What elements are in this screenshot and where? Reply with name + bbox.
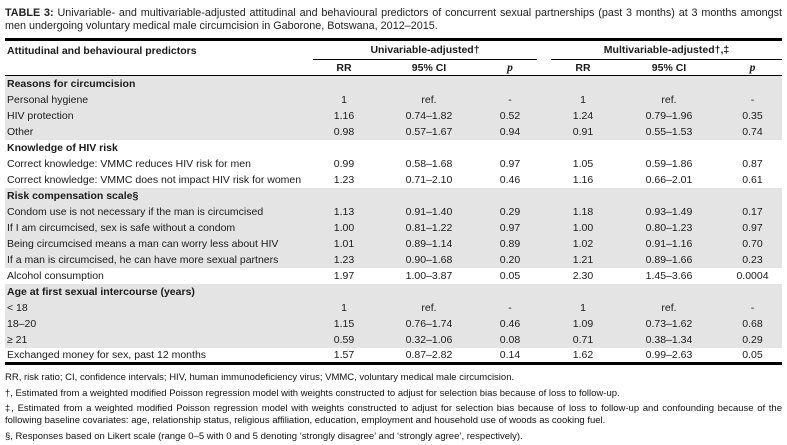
value-cell: 1.01 <box>313 236 375 252</box>
table-row <box>5 252 782 268</box>
value-cell: 1.18 <box>551 204 615 220</box>
group-header-row <box>5 40 782 60</box>
value-cell: 0.14 <box>499 348 521 361</box>
table-row <box>5 172 782 188</box>
column-group-spacer-cell <box>537 220 551 236</box>
value-cell: 0.32–1.06 <box>375 332 483 348</box>
value-cell: 1 <box>551 300 615 316</box>
table-row <box>5 236 782 252</box>
value-cell: 0.55–1.53 <box>615 124 723 140</box>
value-cell: 0.87–2.82 <box>405 348 453 361</box>
predictor-label: Correct knowledge: VMMC does not impact HIV risk for women <box>7 173 302 186</box>
value-cell: 0.29 <box>723 332 782 348</box>
value-cell: - <box>483 92 537 108</box>
footnotes <box>5 372 782 443</box>
value-cell: 0.38–1.34 <box>615 332 723 348</box>
value-cell: 0.17 <box>723 204 782 220</box>
column-group-spacer-cell <box>537 124 551 140</box>
p-header-univariable: p <box>507 61 513 74</box>
value-cell: 0.08 <box>483 332 537 348</box>
value-cell: ref. <box>375 92 483 108</box>
results-table <box>5 38 782 365</box>
table-row <box>5 92 782 108</box>
value-cell: 0.81–1.22 <box>375 220 483 236</box>
section-header-row <box>5 284 782 300</box>
column-group-spacer-cell <box>537 348 551 364</box>
value-cell: 1.16 <box>572 173 594 186</box>
value-cell: 0.97 <box>483 220 537 236</box>
column-group-spacer-cell <box>537 316 551 332</box>
value-cell: 0.74–1.82 <box>375 108 483 124</box>
value-cell: 1.00–3.87 <box>405 269 453 282</box>
value-cell: 0.87 <box>742 157 763 170</box>
predictor-label: < 18 <box>5 300 313 316</box>
predictor-label: If a man is circumcised, he can have more sexual partners <box>5 252 313 268</box>
table-row <box>5 332 782 348</box>
column-group-spacer-cell <box>537 156 551 172</box>
value-cell: 1.62 <box>572 348 594 361</box>
value-cell: ref. <box>615 92 723 108</box>
predictor-label: Exchanged money for sex, past 12 months <box>7 348 207 361</box>
column-group-spacer-cell <box>537 92 551 108</box>
value-cell: 0.90–1.68 <box>375 252 483 268</box>
value-cell: 1.24 <box>551 108 615 124</box>
table-caption <box>5 7 782 33</box>
value-cell: 0.23 <box>723 252 782 268</box>
ci-header-univariable: 95% CI <box>411 61 447 74</box>
predictor-label: Other <box>5 124 313 140</box>
value-cell: - <box>483 300 537 316</box>
predictor-label: Condom use is not necessary if the man is circumcised <box>5 204 313 220</box>
section-title: Knowledge of HIV risk <box>7 141 118 154</box>
value-cell: 1 <box>313 92 375 108</box>
footnote: ‡, Estimated from a weighted modified Poisson regression model with weights constructed to adjust for selection bias because of loss to follow-up and confounding because of the following baseline covariates: age, relationship status, religious affiliation, education, employment and household use of woods as cooking fuel. <box>5 403 782 426</box>
value-cell: 0.35 <box>723 108 782 124</box>
univariable-group-header: Univariable-adjusted† <box>313 40 537 60</box>
value-cell: 1.23 <box>313 252 375 268</box>
value-cell: - <box>723 92 782 108</box>
predictor-label: Correct knowledge: VMMC reduces HIV risk for men <box>7 157 251 170</box>
footnote: †, Estimated from a weighted modified Poisson regression model with weights constructed to adjust for selection bias because of loss to follow-up. <box>5 387 620 399</box>
value-cell: 0.93–1.49 <box>615 204 723 220</box>
table-row <box>5 300 782 316</box>
section-header-row <box>5 76 782 92</box>
value-cell: 0.99–2.63 <box>645 348 693 361</box>
value-cell: 0.66–2.01 <box>645 173 693 186</box>
value-cell: 0.29 <box>483 204 537 220</box>
value-cell: 0.89–1.66 <box>615 252 723 268</box>
value-cell: ref. <box>375 300 483 316</box>
value-cell: 1.45–3.66 <box>645 269 693 282</box>
table-row <box>5 124 782 140</box>
predictors-column-header: Attitudinal and behavioural predictors <box>7 45 197 57</box>
value-cell: 2.30 <box>572 269 594 282</box>
value-cell: 0.98 <box>313 124 375 140</box>
value-cell: 1 <box>551 92 615 108</box>
value-cell: 0.71 <box>551 332 615 348</box>
value-cell: 0.20 <box>483 252 537 268</box>
value-cell: 1.15 <box>313 316 375 332</box>
value-cell: 0.59 <box>313 332 375 348</box>
value-cell: 1.02 <box>551 236 615 252</box>
section-title: Reasons for circumcision <box>5 76 782 92</box>
table-row <box>5 204 782 220</box>
value-cell: 1.21 <box>551 252 615 268</box>
value-cell: ref. <box>615 300 723 316</box>
value-cell: 0.94 <box>483 124 537 140</box>
value-cell: 0.79–1.96 <box>615 108 723 124</box>
column-group-spacer-cell <box>537 252 551 268</box>
predictor-label: ≥ 21 <box>5 332 313 348</box>
table-caption-text: Univariable- and multivariable-adjusted attitudinal and behavioural predictors of concurrent sexual partnerships (past 3 months) at 3 months amongst men undergoing voluntary medical male circumcision in Gaborone, Botswana, 2012–2015. <box>5 7 782 32</box>
section-title: Risk compensation scale§ <box>5 188 782 204</box>
value-cell: 0.80–1.23 <box>615 220 723 236</box>
predictor-label: Alcohol consumption <box>7 269 104 282</box>
value-cell: 1.23 <box>333 173 355 186</box>
multivariable-group-header: Multivariable-adjusted†,‡ <box>551 40 782 60</box>
value-cell: 0.97 <box>499 157 521 170</box>
table-caption-number: TABLE 3: <box>5 7 54 19</box>
value-cell: 0.52 <box>483 108 537 124</box>
rr-header-univariable: RR <box>336 61 352 74</box>
table-row <box>5 220 782 236</box>
value-cell: 1.05 <box>572 157 594 170</box>
footnote: RR, risk ratio; CI, confidence intervals; HIV, human immunodeficiency virus; VMMC, voluntary medical male circumcision. <box>5 372 515 383</box>
value-cell: 0.46 <box>499 173 521 186</box>
value-cell: 0.59–1.86 <box>645 157 693 170</box>
value-cell: 0.57–1.67 <box>375 124 483 140</box>
section-header-row <box>5 188 782 204</box>
column-group-spacer <box>537 40 551 76</box>
predictor-label: If I am circumcised, sex is safe without a condom <box>5 220 313 236</box>
value-cell: 0.05 <box>742 348 763 361</box>
footnote: §, Responses based on Likert scale (range 0–5 with 0 and 5 denoting ‘strongly disagree’ and ‘strongly agree’, respectively). <box>5 430 523 442</box>
predictor-label: Personal hygiene <box>5 92 313 108</box>
value-cell: 0.46 <box>483 316 537 332</box>
value-cell: - <box>723 300 782 316</box>
value-cell: 0.68 <box>723 316 782 332</box>
value-cell: 0.89–1.14 <box>375 236 483 252</box>
table-row <box>5 108 782 124</box>
ci-header-multivariable: 95% CI <box>651 61 687 74</box>
value-cell: 0.91 <box>551 124 615 140</box>
table-row <box>5 156 782 172</box>
value-cell: 0.97 <box>723 220 782 236</box>
value-cell: 1.97 <box>333 269 355 282</box>
value-cell: 0.91–1.40 <box>375 204 483 220</box>
value-cell: 0.89 <box>483 236 537 252</box>
value-cell: 0.73–1.62 <box>615 316 723 332</box>
value-cell: 0.58–1.68 <box>405 157 453 170</box>
value-cell: 1.13 <box>313 204 375 220</box>
table-row <box>5 268 782 284</box>
column-group-spacer-cell <box>537 332 551 348</box>
predictor-label: HIV protection <box>5 108 313 124</box>
value-cell: 0.05 <box>499 269 521 282</box>
p-header-multivariable: p <box>749 61 756 74</box>
column-group-spacer-cell <box>537 204 551 220</box>
value-cell: 0.70 <box>723 236 782 252</box>
column-group-spacer-cell <box>537 300 551 316</box>
value-cell: 0.91–1.16 <box>615 236 723 252</box>
column-group-spacer-cell <box>537 108 551 124</box>
column-group-spacer-cell <box>537 236 551 252</box>
value-cell: 1.00 <box>551 220 615 236</box>
value-cell: 0.74 <box>723 124 782 140</box>
value-cell: 0.76–1.74 <box>375 316 483 332</box>
table-row <box>5 348 782 364</box>
value-cell: 1.00 <box>313 220 375 236</box>
column-group-spacer-cell <box>537 268 551 284</box>
value-cell: 1.16 <box>313 108 375 124</box>
predictor-label: Being circumcised means a man can worry less about HIV <box>5 236 313 252</box>
value-cell: 0.99 <box>333 157 355 170</box>
section-header-row <box>5 140 782 156</box>
value-cell: 1 <box>313 300 375 316</box>
value-cell: 0.61 <box>742 173 763 186</box>
section-title: Age at first sexual intercourse (years) <box>5 284 782 300</box>
value-cell: 0.71–2.10 <box>405 173 453 186</box>
predictor-label: 18–20 <box>5 316 313 332</box>
table-body <box>5 76 782 364</box>
table-row <box>5 316 782 332</box>
value-cell: 1.09 <box>551 316 615 332</box>
value-cell: 0.0004 <box>736 269 769 282</box>
column-group-spacer-cell <box>537 172 551 188</box>
rr-header-multivariable: RR <box>575 61 591 74</box>
table-header <box>5 40 782 76</box>
value-cell: 1.57 <box>333 348 355 361</box>
